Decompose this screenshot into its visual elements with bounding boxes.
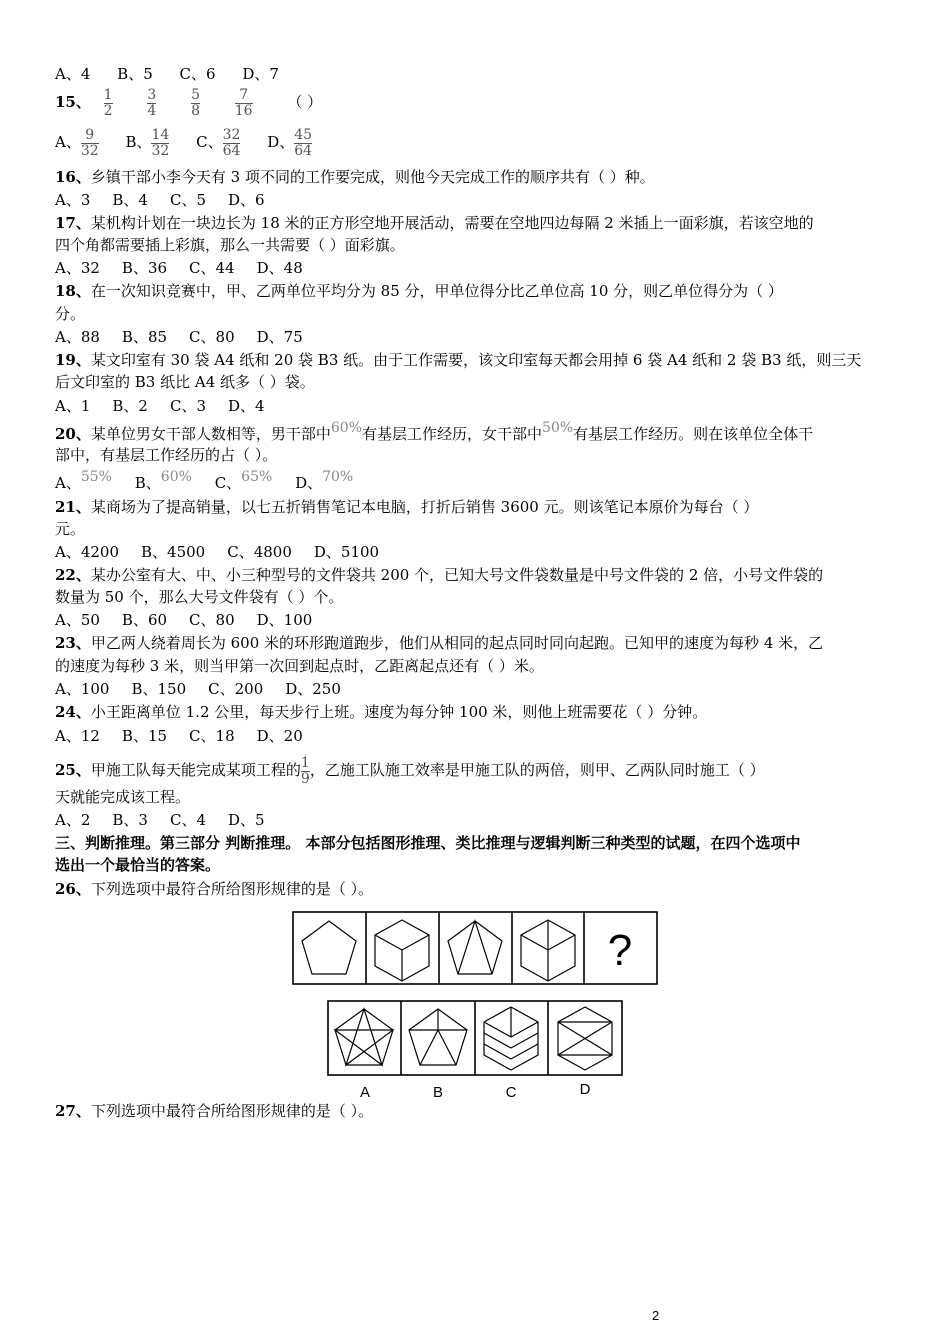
option: B、150 (131, 680, 187, 698)
option-b-shape (409, 1009, 467, 1065)
q14-options (55, 64, 301, 84)
q21-options (55, 542, 401, 562)
option: C、80 (189, 328, 235, 346)
option: C、44 (189, 259, 235, 277)
option: B、85 (121, 328, 168, 346)
option: D、7 (242, 65, 279, 83)
option: A、3 (55, 191, 91, 209)
question-text: 有基层工作经历，女干部中 (362, 425, 543, 443)
q22-options (55, 610, 334, 630)
question-text: 下列选项中最符合所给图形规律的是（ ）。 (90, 880, 374, 898)
option: A、88 (55, 328, 100, 346)
option: C、18 (189, 727, 235, 745)
q20-options (55, 469, 354, 494)
question-number: 27、 (55, 1102, 91, 1120)
percentage: 60% (330, 420, 363, 436)
question-number: 19、 (55, 351, 91, 369)
option-label: C、 (214, 474, 242, 492)
question-number: 20、 (55, 425, 91, 443)
q18-options (55, 327, 325, 347)
question-text: 某文印室有 30 袋 A4 纸和 20 袋 B3 纸。由于工作需要，该文印室每天都会用掉 6 袋 A4 纸和 2 袋 B3 纸，则三天 (90, 351, 862, 369)
q17-stem-line2: 四个角都需要插上彩旗，那么一共需要（ ）面彩旗。 (55, 236, 405, 254)
q21-stem-line2: 元。 (55, 520, 86, 538)
option: B、5 (117, 65, 153, 83)
question-text: 有基层工作经历。则在该单位全体干 (573, 425, 814, 443)
fraction: $\frac{1}{9}$ (300, 754, 310, 787)
question-text: 某机构计划在一块边长为 18 米的正方形空地开展活动，需要在空地四边每隔 2 米插上一面彩旗，若该空地的 (90, 214, 814, 232)
question-text: 某单位男女干部人数相等，男干部中 (90, 425, 331, 443)
option-a-shape (335, 1009, 393, 1065)
q17-stem (55, 213, 814, 233)
option-label: D、 (295, 474, 323, 492)
pentagon-shape (302, 921, 356, 974)
question-number: 16、 (55, 168, 91, 186)
option: A、100 (55, 680, 110, 698)
q25-options (55, 810, 287, 830)
q22-stem-line2: 数量为 50 个，那么大号文件袋有（ ）个。 (55, 588, 344, 606)
option: B、4 (112, 191, 148, 209)
fraction: $\frac{14}{32}$ (151, 126, 170, 159)
fraction: $\frac{5}{8}$ (191, 86, 200, 119)
page-number: 2 (652, 1308, 660, 1323)
option: B、3 (112, 811, 148, 829)
q23-stem (55, 633, 823, 653)
question-number: 24、 (55, 703, 91, 721)
fraction: $\frac{7}{16}$ (234, 86, 253, 119)
option-label: A、 (55, 474, 81, 492)
option: A、4200 (55, 543, 120, 561)
question-text: 在一次知识竞赛中，甲、乙两单位平均分为 85 分，甲单位得分比乙单位高 10 分，则乙单位得分为（ ） (90, 282, 783, 300)
option: C、4800 (227, 543, 292, 561)
option: A、1 (55, 397, 91, 415)
question-text: 某办公室有大、中、小三种型号的文件袋共 200 个，已知大号文件袋数量是中号文件袋的 2 倍，小号文件袋的 (90, 566, 824, 584)
option: D、100 (256, 611, 313, 629)
question-text: 某商场为了提高销量，以七五折销售笔记本电脑，打折后销售 3600 元。则该笔记本原价为每台（ ） (90, 498, 759, 516)
option: C、4 (169, 811, 206, 829)
option-label: D、 (267, 133, 295, 151)
q23-stem-line2: 的速度为每秒 3 米，则当甲第一次回到起点时，乙距离起点还有（ ）米。 (55, 657, 544, 675)
option-label-d: D (579, 1081, 591, 1098)
q21-stem (55, 497, 758, 517)
section-heading-line2: 选出一个最恰当的答案。 (55, 856, 221, 874)
option: B、60 (121, 611, 168, 629)
q19-stem-line2: 后文印室的 B3 纸比 A4 纸多（ ）袋。 (55, 373, 315, 391)
percentage: 60% (160, 469, 192, 485)
q24-options (55, 726, 325, 746)
q16-options (55, 190, 287, 210)
option: D、48 (256, 259, 303, 277)
option-label: B、 (125, 133, 152, 151)
q20-stem (55, 420, 814, 445)
q19-stem (55, 350, 861, 370)
cube-shape (521, 920, 575, 981)
option: D、6 (228, 191, 265, 209)
option-c-shape (484, 1007, 538, 1070)
option: A、50 (55, 611, 100, 629)
option: D、250 (285, 680, 341, 698)
question-number: 25、 (55, 761, 91, 779)
question-number: 22、 (55, 566, 91, 584)
option: D、20 (256, 727, 303, 745)
q18-stem (55, 281, 783, 301)
option: D、5 (228, 811, 265, 829)
option: A、4 (55, 65, 91, 83)
fraction: $\frac{45}{64}$ (294, 126, 313, 159)
q15-options (55, 124, 312, 160)
option-label-c: C (505, 1084, 517, 1101)
option: D、75 (256, 328, 303, 346)
question-number: 15、 (55, 93, 91, 111)
question-number: 18、 (55, 282, 91, 300)
option: A、12 (55, 727, 100, 745)
percentage: 55% (80, 469, 112, 485)
q15-stem (55, 84, 322, 120)
q17-options (55, 258, 325, 278)
option: C、5 (169, 191, 206, 209)
question-text: 甲施工队每天能完成某项工程的 (90, 761, 301, 779)
option: D、5100 (313, 543, 380, 561)
question-number: 21、 (55, 498, 91, 516)
option-label: B、 (134, 474, 161, 492)
q25-stem-line2: 天就能完成该工程。 (55, 788, 191, 806)
question-number: 17、 (55, 214, 91, 232)
q26-figure (0, 905, 950, 1105)
option-label-a: A (359, 1084, 371, 1101)
q23-options (55, 679, 363, 699)
question-text: 下列选项中最符合所给图形规律的是（ ）。 (90, 1102, 374, 1120)
option: D、4 (228, 397, 265, 415)
option-label: A、 (55, 133, 81, 151)
options-row (328, 1001, 622, 1075)
question-text: ，乙施工队施工效率是甲施工队的两倍，则甲、乙两队同时施工（ ） (309, 761, 765, 779)
cube-shape (375, 920, 429, 981)
percentage: 50% (542, 420, 574, 436)
option: B、36 (121, 259, 168, 277)
fraction: $\frac{9}{32}$ (80, 126, 99, 159)
fraction: $\frac{32}{64}$ (222, 126, 241, 159)
option: B、15 (121, 727, 168, 745)
option: C、6 (179, 65, 216, 83)
option: C、3 (169, 397, 206, 415)
option: A、2 (55, 811, 91, 829)
q25-stem (55, 752, 765, 788)
question-mark: ? (607, 926, 633, 975)
option: B、2 (112, 397, 148, 415)
question-text: 甲乙两人绕着周长为 600 米的环形跑道跑步，他们从相同的起点同时同向起跑。已知甲的速度为每秒 4 米，乙 (90, 634, 824, 652)
option: B、4500 (141, 543, 206, 561)
percentage: 65% (241, 469, 273, 485)
q26-stem (55, 879, 373, 899)
q19-options (55, 396, 287, 416)
section-heading: 三、判断推理。第三部分 判断推理。 本部分包括图形推理、类比推理与逻辑判断三种类型的试题，在四个选项中 (55, 834, 801, 852)
fraction: $\frac{3}{4}$ (147, 86, 157, 119)
question-text: 小王距离单位 1.2 公里，每天步行上班。速度为每分钟 100 米，则他上班需要花（ ）分钟。 (90, 703, 708, 721)
q16-stem (55, 167, 655, 187)
option-label: C、 (196, 133, 223, 151)
pentagon-triangle-shape (448, 921, 502, 974)
fraction: $\frac{1}{2}$ (103, 86, 113, 119)
q27-stem (55, 1101, 373, 1121)
question-row (293, 912, 657, 984)
q20-stem-line2: 部中，有基层工作经历的占（ ）。 (55, 446, 278, 464)
option: C、200 (208, 680, 264, 698)
option: A、32 (55, 259, 100, 277)
question-text: 乡镇干部小李今天有 3 项不同的工作要完成，则他今天完成工作的顺序共有（ ）种。 (90, 168, 655, 186)
q18-stem-line2: 分。 (55, 305, 86, 323)
option: C、80 (189, 611, 235, 629)
option-label-b: B (432, 1084, 444, 1101)
q22-stem (55, 565, 823, 585)
percentage: 70% (322, 469, 354, 485)
question-number: 23、 (55, 634, 91, 652)
answer-blank: （ ） (287, 93, 323, 111)
option-d-shape (558, 1007, 612, 1070)
q24-stem (55, 702, 707, 722)
question-number: 26、 (55, 880, 91, 898)
